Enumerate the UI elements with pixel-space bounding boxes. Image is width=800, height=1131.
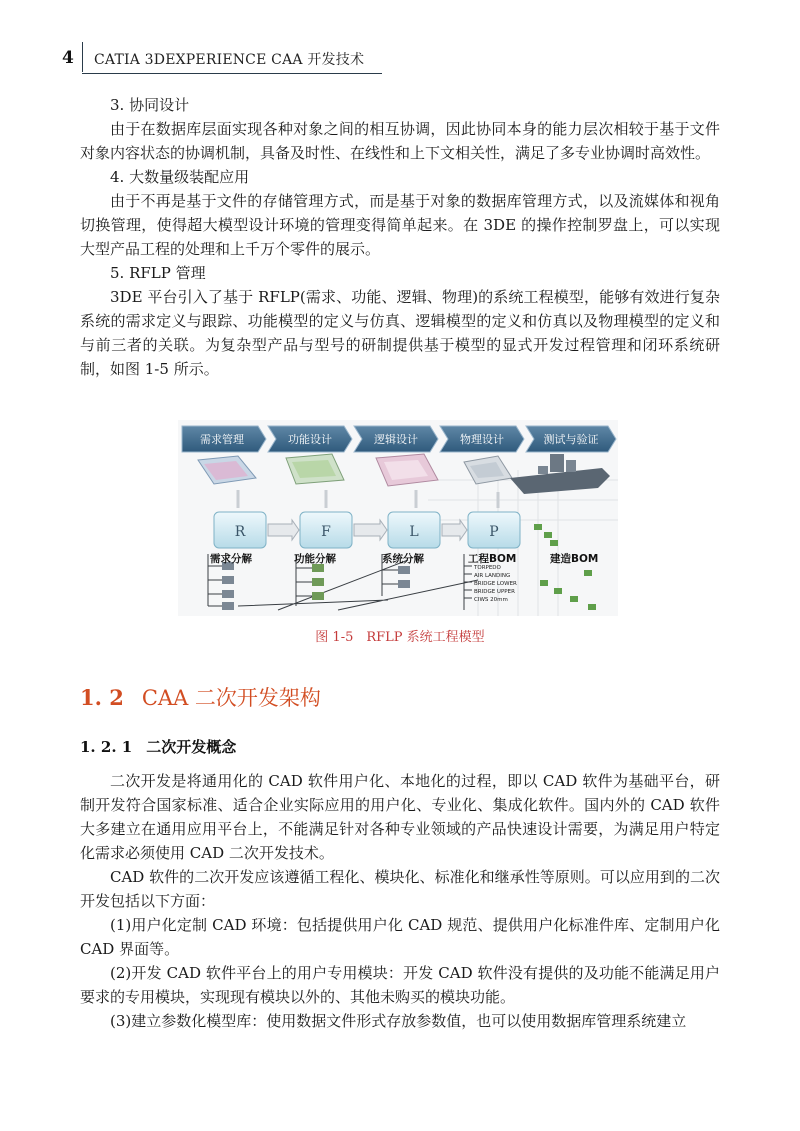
stage-arrow-4 bbox=[440, 426, 524, 452]
stage-arrow-3 bbox=[354, 426, 438, 452]
top-text-block bbox=[80, 93, 720, 381]
stage-label: 测试与验证 bbox=[543, 433, 599, 446]
running-title: CATIA 3DEXPERIENCE CAA 开发技术 bbox=[94, 52, 365, 68]
paragraph: 3DE 平台引入了基于 RFLP(需求、功能、逻辑、物理)的系统工程模型，能够有效进行复杂系统的需求定义与跟踪、功能模型的定义与仿真、逻辑模型的定义和仿真以及物理模型的定义和与前三者的关联。为复杂型产品与型号的研制提供基于模型的显式开发过程管理和闭环系统研制，如图 1-5 所示。 bbox=[80, 288, 720, 378]
section-title: CAA 二次开发架构 bbox=[141, 686, 321, 710]
paragraph: 由于不再是基于文件的存储管理方式，而是基于对象的数据库管理方式，以及流媒体和视角切换管理，使得超大模型设计环境的管理变得简单起来。在 3DE 的操作控制罗盘上，可以实现大型产品工程的处理和上千万个零件的展示。 bbox=[80, 192, 720, 258]
block-f bbox=[300, 512, 352, 548]
figure-caption: 图 1-5 RFLP 系统工程模型 bbox=[315, 630, 485, 645]
subsection-number: 1. 2. 1 bbox=[80, 738, 133, 756]
header-vertical-rule bbox=[82, 42, 83, 72]
paragraph: CAD 软件的二次开发应该遵循工程化、模块化、标准化和继承性等原则。可以应用到的二次开发包括以下方面： bbox=[80, 868, 720, 910]
block-p bbox=[468, 512, 520, 548]
page-number: 4 bbox=[62, 48, 74, 68]
subheading-large-assembly: 4. 大数量级装配应用 bbox=[110, 168, 250, 186]
stage-label: 需求管理 bbox=[200, 433, 244, 446]
subsection-title: 二次开发概念 bbox=[146, 738, 237, 756]
diagram-label: 功能分解 bbox=[294, 553, 336, 565]
rflp-figure bbox=[178, 420, 618, 616]
subheading-collaborative-design: 3. 协同设计 bbox=[110, 96, 190, 114]
section-number: 1. 2 bbox=[80, 685, 124, 710]
block-letter: P bbox=[489, 524, 499, 540]
bottom-text-block bbox=[80, 769, 720, 1033]
diagram-label: 系统分解 bbox=[382, 553, 424, 565]
list-item: CIWS 20mm bbox=[474, 597, 508, 603]
diagram-label: 需求分解 bbox=[210, 553, 252, 565]
subsection-heading bbox=[80, 736, 236, 757]
list-item-1: (1)用户化定制 CAD 环境：包括提供用户化 CAD 规范、提供用户化标准件库、定制用户化 CAD 界面等。 bbox=[80, 916, 720, 958]
stage-arrow-1 bbox=[182, 426, 266, 452]
stage-label: 功能设计 bbox=[288, 433, 332, 446]
subheading-rflp: 5. RFLP 管理 bbox=[110, 264, 206, 282]
list-item-2: (2)开发 CAD 软件平台上的用户专用模块：开发 CAD 软件没有提供的及功能不能满足用户要求的专用模块，实现现有模块以外的、其他未购买的模块功能。 bbox=[80, 964, 720, 1006]
block-r bbox=[214, 512, 266, 548]
stage-arrow-5 bbox=[526, 426, 616, 452]
diagram-label: 建造BOM bbox=[550, 553, 599, 565]
list-item: TORPEDO bbox=[474, 565, 501, 571]
diagram-label: 工程BOM bbox=[468, 553, 517, 565]
header-horizontal-rule bbox=[82, 73, 382, 74]
list-item: BRIDGE UPPER bbox=[474, 589, 515, 595]
rflp-diagram bbox=[178, 420, 618, 616]
list-item: BRIDGE LOWER bbox=[474, 581, 517, 587]
list-item-3: (3)建立参数化模型库：使用数据文件形式存放参数值，也可以使用数据库管理系统建立 bbox=[110, 1012, 687, 1030]
stage-label: 逻辑设计 bbox=[374, 433, 418, 446]
list-item: AIR LANDING bbox=[474, 573, 511, 579]
paragraph: 由于在数据库层面实现各种对象之间的相互协调，因此协同本身的能力层次相较于基于文件对象内容状态的协调机制，具备及时性、在线性和上下文相关性，满足了多专业协调时高效性。 bbox=[80, 120, 720, 162]
section-heading bbox=[80, 682, 321, 712]
paragraph: 二次开发是将通用化的 CAD 软件用户化、本地化的过程，即以 CAD 软件为基础平台，研制开发符合国家标准、适合企业实际应用的用户化、专业化、集成化软件。国内外的 CAD 软件大多建立在通用应用平台上，不能满足针对各种专业领域的产品快速设计需要，为满足用户特定化需求必须使用 CAD 二次开发技术。 bbox=[80, 772, 720, 862]
block-l bbox=[388, 512, 440, 548]
block-letter: F bbox=[321, 524, 331, 540]
block-letter: L bbox=[409, 524, 419, 540]
block-letter: R bbox=[234, 524, 246, 540]
stage-label: 物理设计 bbox=[460, 433, 504, 446]
running-header bbox=[62, 40, 365, 74]
stage-arrow-2 bbox=[268, 426, 352, 452]
